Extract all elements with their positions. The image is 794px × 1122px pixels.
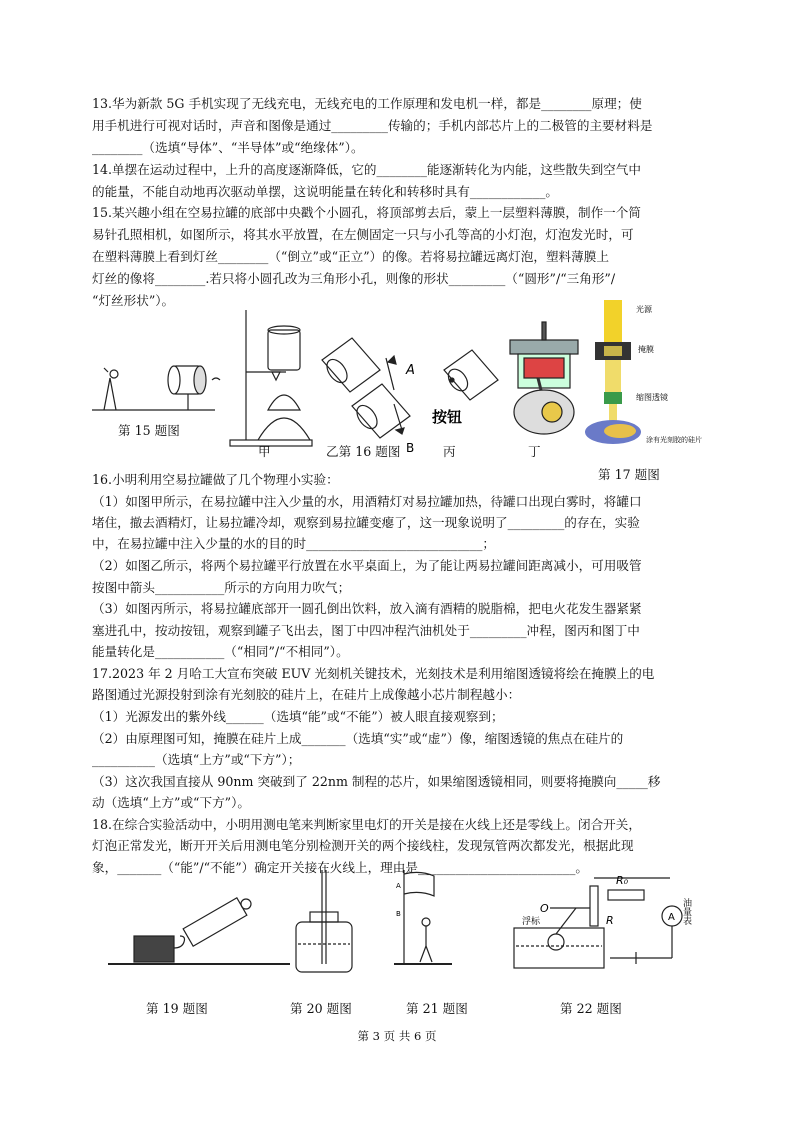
q13-line-3: ________（选填“导体”、“半导体”或“绝缘体”）。 <box>92 140 364 155</box>
q15-line-1: 15.某兴趣小组在空易拉罐的底部中央戳个小圆孔，将顶部剪去后，蒙上一层塑料薄膜，制作一个简 <box>92 205 641 220</box>
q17-line-7: 动（选填“上方”或“下方”）。 <box>92 795 250 810</box>
q16-line-6: 按图中箭头___________所示的方向用力吹气； <box>92 580 351 595</box>
q16-line-5: （2）如图乙所示，将两个易拉罐平行放置在水平桌面上，为了能让两易拉罐间距离减小，可用吸管 <box>92 558 642 573</box>
caption-jia: 甲 <box>258 444 271 459</box>
page-footer: 第 3 页 共 6 页 <box>357 1029 437 1043</box>
q14-line-1: 14.单摆在运动过程中，上升的高度逐渐降低，它的________能逐渐转化为内能，这些散失到空气中 <box>92 162 641 177</box>
caption-ding: 丁 <box>528 444 541 459</box>
figure-ding-engine <box>510 322 578 434</box>
caption-fig-20: 第 20 题图 <box>290 1001 352 1016</box>
q17-line-2: 路图通过光源投射到涂有光刻胶的硅片上，在硅片上成像越小芯片制程越小： <box>92 687 521 702</box>
q18-line-3: 象，_______（“能”/“不能”）确定开关接在火线上，理由是_________________________。 <box>92 860 588 875</box>
caption-fig-22: 第 22 题图 <box>560 1001 622 1016</box>
arrow-b-label: B <box>406 441 415 455</box>
label-r: R <box>606 914 614 927</box>
figure-21-flagpole <box>394 870 452 964</box>
figure-19-spring-scale <box>108 898 290 964</box>
figure-20-bottle <box>296 870 352 972</box>
meter-label: A <box>668 912 675 923</box>
figure-row-1 <box>90 300 710 460</box>
caption-yi-fig-16: 乙第 16 题图 <box>326 444 401 459</box>
figure-jia <box>230 310 312 446</box>
q16-line-1: 16.小明利用空易拉罐做了几个物理小实验： <box>92 472 339 487</box>
litho-wafer-label: 涂有光刻胶的硅片 <box>646 436 702 444</box>
q17-line-3: （1）光源发出的紫外线______（选填“能”或“不能”）被人眼直接观察到； <box>92 709 504 724</box>
label-a: A <box>396 882 401 890</box>
q13-line-1: 13.华为新款 5G 手机实现了无线充电，无线充电的工作原理和发电机一样，都是________原理；使 <box>92 96 642 111</box>
q16-line-8: 塞进孔中，按动按钮，观察到罐子飞出去，图丁中四冲程汽油机处于_________冲程，图丙和图丁中 <box>92 623 640 638</box>
q16-line-3: 堵住，撤去酒精灯，让易拉罐冷却，观察到易拉罐变瘪了，这一现象说明了_________的存在，实验 <box>92 515 640 530</box>
arrow-a-label: A <box>406 363 415 378</box>
litho-mask-label: 掩膜 <box>638 345 654 354</box>
q15-line-2: 易针孔照相机，如图所示，将其水平放置，在左侧固定一只与小孔等高的小灯泡，灯泡发光时，可 <box>92 227 634 242</box>
litho-lens-label: 缩图透镜 <box>636 393 668 402</box>
q15-line-4: 灯丝的像将________.若只将小圆孔改为三角形小孔，则像的形状_________（“圆形”/“三角形”/ <box>92 271 616 286</box>
pinhole-camera-figure <box>92 366 220 410</box>
q16-line-9: 能量转化是___________（“相同”/“不相同”）。 <box>92 644 349 659</box>
q17-line-4: （2）由原理图可知，掩膜在硅片上成_______（选填“实”或“虚”）像，缩图透镜的焦点在硅片的 <box>92 731 624 746</box>
oil-gauge-label: 油量表 <box>681 898 691 925</box>
figure-row-2 <box>100 868 720 988</box>
label-r0: R₀ <box>616 874 629 887</box>
q17-line-5: __________（选填“上方”或“下方”）； <box>92 752 301 767</box>
q18-line-1: 18.在综合实验活动中，小明用测电笔来判断家里电灯的开关是接在火线上还是零线上。闭合开关， <box>92 817 641 832</box>
caption-fig-21: 第 21 题图 <box>406 1001 468 1016</box>
figure-yi <box>322 338 410 438</box>
q17-line-1: 17.2023 年 2 月哈工大宣布突破 EUV 光刻机关键技术，光刻技术是利用缩图透镜将绘在掩膜上的电 <box>92 666 655 681</box>
label-b: B <box>396 910 401 918</box>
q13-line-2: 用手机进行可视对话时，声音和图像是通过_________传输的；手机内部芯片上的二极管的主要材料是 <box>92 118 653 133</box>
q16-line-4: 中，在易拉罐中注入少量的水的目的时____________________________； <box>92 536 495 551</box>
label-o: O <box>540 902 549 915</box>
q18-line-2: 灯泡正常发光，断开开关后用测电笔分别检测开关的两个接线柱，发现氖管两次都发光，根据此现 <box>92 838 634 853</box>
caption-bing: 丙 <box>443 444 456 459</box>
label-float: 浮标 <box>522 917 541 927</box>
q16-line-7: （3）如图丙所示，将易拉罐底部开一圆孔倒出饮料，放入滴有酒精的脱脂棉，把电火花发生器紧紧 <box>92 601 642 616</box>
figure-bing <box>444 350 498 400</box>
q16-line-2: （1）如图甲所示，在易拉罐中注入少量的水，用酒精灯对易拉罐加热，待罐口出现白雾时，将罐口 <box>92 494 642 509</box>
q17-line-6: （3）这次我国直接从 90nm 突破到了 22nm 制程的芯片，如果缩图透镜相同，则要将掩膜向_____移 <box>92 774 661 789</box>
caption-fig-19: 第 19 题图 <box>146 1001 208 1016</box>
q15-line-3: 在塑料薄膜上看到灯丝________（“倒立”或“正立”）的像。若将易拉罐远离灯泡，塑料薄膜上 <box>92 249 609 264</box>
litho-source-label: 光源 <box>636 305 652 314</box>
caption-fig-15: 第 15 题图 <box>118 423 180 438</box>
figure-17-lithography <box>585 300 641 444</box>
caption-fig-17: 第 17 题图 <box>598 467 660 482</box>
button-label: 按钮 <box>432 408 463 426</box>
q15-line-5: “灯丝形状”）。 <box>92 293 175 308</box>
q14-line-2: 的能量，不能自动地再次驱动单摆，这说明能量在转化和转移时具有____________。 <box>92 184 558 199</box>
